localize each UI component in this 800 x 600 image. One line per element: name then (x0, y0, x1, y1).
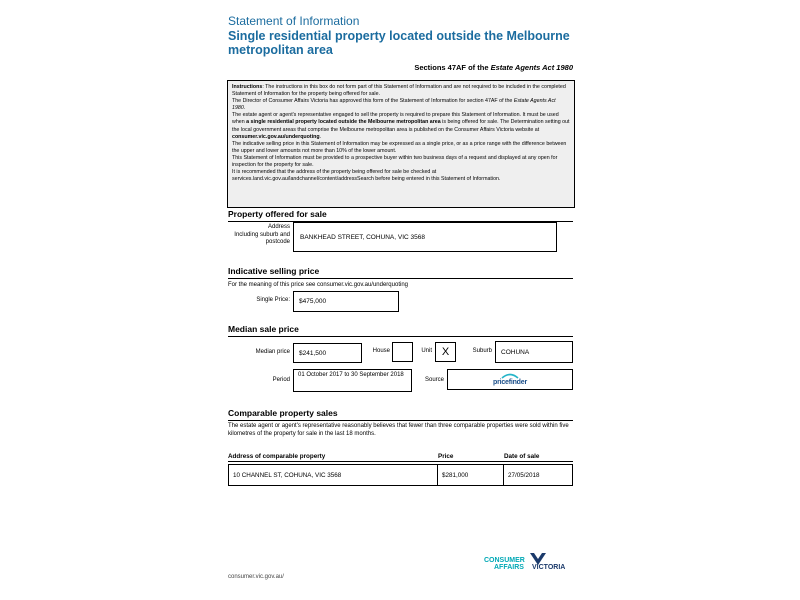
section-divider (228, 420, 573, 421)
pricefinder-wordmark: pricefinder (493, 379, 527, 386)
instructions-line-1 (232, 84, 570, 98)
single-price-field[interactable] (293, 291, 399, 312)
instructions-act: Estate Agents Act 1980 (232, 98, 556, 112)
instructions-text-3-end: . (319, 133, 322, 140)
instructions-text-2: The Director of Consumer Affairs Victoria has approved this form of the Statement of Information for section 47AF of the (232, 98, 514, 105)
unit-label: Unit (421, 348, 432, 354)
address-value: BANKHEAD STREET, COHUNA, VIC 3568 (300, 233, 425, 241)
source-label: Source (424, 377, 444, 383)
footer-url[interactable]: consumer.vic.gov.au/ (228, 574, 284, 580)
instructions-text-3: The estate agent or agent's representative engaged to sell the property is required to prepare this Statement of Information. It must be used when (232, 112, 559, 126)
instructions-label: Instructions (232, 84, 263, 90)
period-value: 01 October 2017 to 30 September 2018 (298, 372, 404, 378)
address-label-group (220, 224, 290, 247)
column-header-price: Price (438, 452, 454, 460)
single-price-value: $475,000 (299, 298, 327, 305)
table-header-rule (228, 461, 573, 462)
house-label: House (372, 348, 390, 354)
column-header-address: Address of comparable property (228, 452, 326, 460)
suburb-value: COHUNA (501, 348, 530, 356)
median-price-value: $241,500 (299, 349, 327, 357)
median-price-title: Median sale price (228, 324, 299, 334)
instructions-text-3-mid: is being offered for sale. The Determination setting out the local government areas that comprise the Melbourne metropolitan area is published on the Consumer Affairs Victoria website at (232, 119, 570, 133)
instructions-text-1: : The instructions in this box do not form part of this Statement of Information and are not required to be included in the completed Statement of Information for the property being offered for sale. (232, 84, 566, 98)
suburb-field[interactable] (495, 341, 573, 363)
unit-value: X (441, 346, 450, 358)
address-sublabel: Including suburb and postcode (234, 231, 290, 245)
instructions-text-2-end: . (243, 105, 246, 112)
median-price-field[interactable] (293, 343, 362, 363)
sections-prefix: Sections 47AF of the (414, 63, 491, 72)
column-header-date: Date of sale (504, 452, 540, 460)
address-label: Address (267, 224, 290, 230)
unit-checkbox[interactable] (435, 342, 456, 362)
pricefinder-logo (493, 373, 527, 386)
median-price-label: Median price (255, 349, 290, 355)
sections-act: Estate Agents Act 1980 (490, 63, 573, 72)
instructions-line-2 (232, 98, 570, 112)
suburb-label: Suburb (472, 348, 492, 354)
instructions-line-6: It is recommended that the address of the property being offered for sale be checked at services.land.vic.gov.au/landchannel/content/addressSearch before being entered in this Statement of Information. (232, 169, 501, 183)
main-title: Single residential property located outside the Melbourne metropolitan area (228, 29, 570, 57)
instructions-bold-phrase: a single residential property located outside the Melbourne metropolitan area (246, 119, 441, 126)
row-address-cell: 10 CHANNEL ST, COHUNA, VIC 3568 (229, 465, 438, 485)
section-divider (228, 278, 573, 279)
consumer-affairs-victoria-logo (484, 553, 576, 577)
section-divider (228, 336, 573, 337)
sections-reference (360, 63, 573, 72)
instructions-line-5: This Statement of Information must be provided to a prospective buyer within two business days of a request and displayed at any open for inspection for the property for sale. (232, 154, 558, 169)
period-label: Period (272, 377, 290, 383)
indicative-price-title: Indicative selling price (228, 266, 320, 276)
table-row (228, 464, 573, 486)
logo-text-victoria: VICTORIA (532, 564, 566, 571)
logo-text-affairs: AFFAIRS (494, 564, 524, 571)
source-field[interactable] (447, 369, 573, 390)
house-checkbox[interactable] (392, 342, 413, 362)
comparable-title: Comparable property sales (228, 408, 338, 418)
single-price-label: Single Price: (256, 297, 290, 303)
row-price-cell: $281,000 (438, 465, 504, 485)
instructions-box (227, 80, 575, 208)
address-field[interactable] (293, 222, 557, 252)
period-field[interactable] (293, 369, 412, 392)
instructions-line-4: The indicative selling price in this Statement of Information may be expressed as a single price, or as a price range with the difference between the upper and lower amounts not more than 10% of the lower amount. (232, 140, 567, 154)
price-meaning-text: For the meaning of this price see consumer.vic.gov.au/underquoting (228, 282, 408, 288)
statement-title: Statement of Information (228, 14, 360, 28)
instructions-line-3 (232, 112, 570, 140)
property-offered-title: Property offered for sale (228, 209, 327, 219)
comparable-table-header (228, 451, 573, 461)
logo-text-consumer: CONSUMER (484, 557, 525, 564)
instructions-url: consumer.vic.gov.au/underquoting (232, 133, 320, 140)
victoria-v-icon (530, 553, 546, 565)
row-date-cell: 27/05/2018 (508, 471, 540, 479)
comparable-description: The estate agent or agent's representative reasonably believes that fewer than three comparable properties were sold within five kilometres of the property for sale in the last 18 months. (228, 423, 569, 437)
